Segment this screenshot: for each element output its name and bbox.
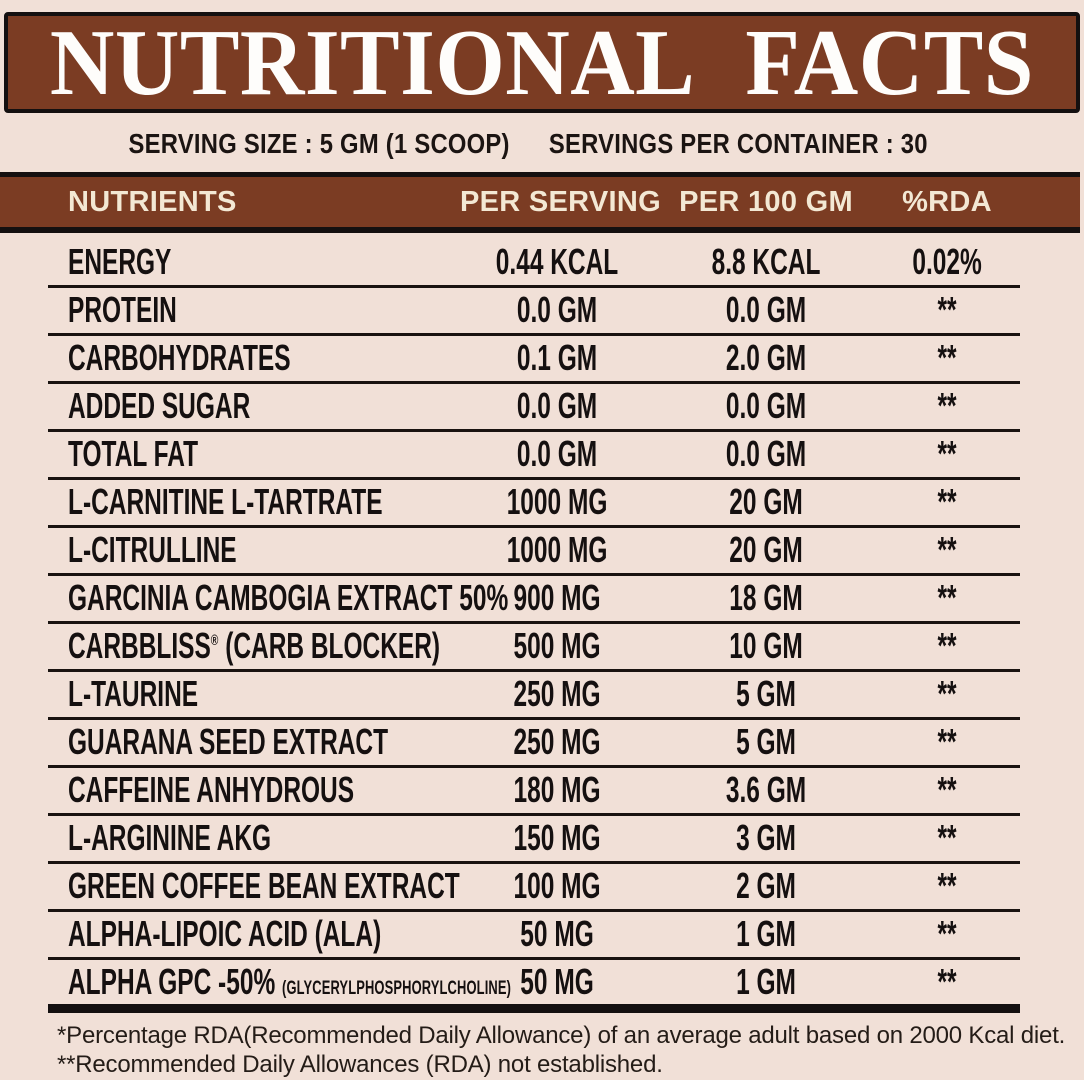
per-serving-value: 50 MG — [520, 961, 595, 1002]
rda-value: ** — [937, 433, 957, 474]
rda-value: ** — [937, 577, 957, 618]
serving-info — [128, 128, 927, 160]
column-header-per-100gm: PER 100 GM — [679, 185, 853, 218]
per-serving-value: 0.44 KCAL — [496, 241, 619, 282]
table-row — [0, 382, 1084, 430]
nutrient-cell — [0, 385, 460, 427]
nutrient-name: CARBOHYDRATES — [68, 337, 291, 378]
rda-value: ** — [937, 481, 957, 522]
per-serving-cell — [460, 721, 655, 763]
per-serving-value: 180 MG — [513, 769, 602, 810]
per-100gm-cell — [655, 577, 877, 619]
per-100gm-value: 5 GM — [736, 721, 796, 762]
nutrient-name: GARCINIA CAMBOGIA EXTRACT 50% — [68, 577, 509, 618]
per-serving-cell — [460, 673, 655, 715]
rda-cell — [877, 241, 1017, 283]
nutrient-cell — [0, 961, 512, 1003]
table-row — [0, 622, 1084, 670]
serving-size-text: SERVING SIZE : 5 GM (1 SCOOP) — [128, 128, 510, 159]
per-100gm-cell — [655, 337, 877, 379]
nutrient-name: ENERGY — [68, 241, 172, 282]
nutrient-cell — [0, 721, 460, 763]
per-serving-value: 250 MG — [513, 673, 602, 714]
per-100gm-value: 20 GM — [729, 481, 803, 522]
rda-cell — [877, 625, 1017, 667]
per-100gm-cell — [655, 961, 877, 1003]
nutrient-name: L-CARNITINE L-TARTRATE — [68, 481, 383, 522]
rda-value: ** — [937, 289, 957, 330]
nutrient-name: L-CITRULLINE — [68, 529, 237, 570]
per-serving-value: 250 MG — [513, 721, 602, 762]
per-serving-cell — [460, 481, 655, 523]
rda-value: ** — [937, 817, 957, 858]
rda-cell — [877, 529, 1017, 571]
rda-value: ** — [937, 769, 957, 810]
per-serving-value: 0.1 GM — [517, 337, 598, 378]
per-100gm-cell — [655, 865, 877, 907]
column-header-nutrients: NUTRIENTS — [68, 185, 237, 218]
nutrient-cell — [0, 865, 460, 907]
rda-value: ** — [937, 721, 957, 762]
per-serving-value: 900 MG — [513, 577, 602, 618]
table-row — [0, 910, 1084, 958]
page-title: NUTRITIONAL FACTS — [49, 10, 1034, 115]
per-serving-cell — [460, 385, 655, 427]
rda-cell — [877, 913, 1017, 955]
table-row — [0, 526, 1084, 574]
table-row — [0, 718, 1084, 766]
rda-cell — [877, 769, 1017, 811]
nutrient-cell — [0, 241, 460, 283]
per-100gm-cell — [655, 385, 877, 427]
rda-value: ** — [937, 529, 957, 570]
rda-value: ** — [937, 961, 957, 1002]
rda-cell — [877, 385, 1017, 427]
per-serving-value: 50 MG — [520, 913, 595, 954]
per-100gm-cell — [655, 481, 877, 523]
rda-cell — [877, 337, 1017, 379]
rda-value: ** — [937, 625, 957, 666]
table-row — [0, 334, 1084, 382]
nutrient-name: TOTAL FAT — [68, 433, 199, 474]
nutrient-name: ALPHA GPC -50% (GLYCERYLPHOSPHORYLCHOLINE) — [68, 961, 512, 1002]
per-serving-value: 500 MG — [513, 625, 602, 666]
nutrient-name: CARBBLISS® (CARB BLOCKER) — [68, 625, 441, 666]
per-100gm-value: 5 GM — [736, 673, 796, 714]
per-serving-cell — [460, 433, 655, 475]
per-100gm-value: 0.0 GM — [725, 289, 807, 330]
nutrient-name: ADDED SUGAR — [68, 385, 251, 426]
nutrient-name: PROTEIN — [68, 289, 177, 330]
per-serving-value: 150 MG — [513, 817, 602, 858]
per-100gm-value: 10 GM — [729, 625, 803, 666]
nutrient-cell — [0, 625, 460, 667]
rda-cell — [877, 289, 1017, 331]
per-100gm-cell — [655, 913, 877, 955]
per-serving-cell — [460, 241, 655, 283]
table-row — [0, 238, 1084, 286]
per-serving-value: 1000 MG — [507, 529, 608, 570]
per-100gm-cell — [655, 289, 877, 331]
nutrient-name: GREEN COFFEE BEAN EXTRACT — [68, 865, 460, 906]
nutrient-cell — [0, 913, 460, 955]
table-row — [0, 478, 1084, 526]
rda-cell — [877, 865, 1017, 907]
per-100gm-cell — [655, 529, 877, 571]
rda-value: 0.02% — [912, 241, 982, 282]
table-row — [0, 286, 1084, 334]
nutrient-cell — [0, 577, 509, 619]
column-header-rda: %RDA — [902, 185, 992, 218]
per-100gm-value: 2 GM — [736, 865, 796, 906]
per-serving-cell — [460, 289, 655, 331]
rda-cell — [877, 961, 1017, 1003]
table-row — [0, 670, 1084, 718]
rda-cell — [877, 673, 1017, 715]
table-row — [0, 766, 1084, 814]
per-100gm-cell — [655, 673, 877, 715]
table-row — [0, 958, 1084, 1006]
rda-value: ** — [937, 673, 957, 714]
nutrient-cell — [0, 337, 460, 379]
nutrient-name: CAFFEINE ANHYDROUS — [68, 769, 355, 810]
per-100gm-cell — [655, 625, 877, 667]
per-100gm-value: 18 GM — [729, 577, 803, 618]
per-100gm-value: 0.0 GM — [725, 433, 807, 474]
bottom-rule — [48, 1004, 1020, 1013]
per-serving-cell — [460, 625, 655, 667]
per-serving-cell — [460, 529, 655, 571]
rda-value: ** — [937, 913, 957, 954]
nutrient-cell — [0, 481, 460, 523]
rda-cell — [877, 481, 1017, 523]
per-serving-value: 1000 MG — [507, 481, 608, 522]
per-serving-cell — [460, 913, 655, 955]
per-serving-value: 0.0 GM — [517, 433, 598, 474]
column-header-per-serving: PER SERVING — [460, 185, 661, 218]
nutrient-cell — [0, 769, 460, 811]
nutrient-cell — [0, 529, 460, 571]
serving-info-strip — [0, 116, 1084, 172]
nutrient-name: L-TAURINE — [68, 673, 199, 714]
per-100gm-value: 8.8 KCAL — [711, 241, 821, 282]
rda-value: ** — [937, 385, 957, 426]
nutrient-cell — [0, 433, 460, 475]
footnotes — [57, 1021, 1065, 1079]
per-100gm-value: 2.0 GM — [725, 337, 807, 378]
per-100gm-cell — [655, 769, 877, 811]
nutrient-name: ALPHA-LIPOIC ACID (ALA) — [68, 913, 382, 954]
per-100gm-value: 0.0 GM — [725, 385, 807, 426]
per-serving-value: 0.0 GM — [517, 385, 598, 426]
footnote-rda-not-established: **Recommended Daily Allowances (RDA) not established. — [57, 1051, 663, 1078]
table-row — [0, 574, 1084, 622]
table-header-row — [0, 172, 1080, 233]
footnote-percentage-rda: *Percentage RDA(Recommended Daily Allowance) of an average adult based on 2000 Kcal diet. — [57, 1022, 1066, 1049]
nutrient-cell — [0, 673, 460, 715]
nutrient-cell — [0, 817, 460, 859]
rda-value: ** — [937, 337, 957, 378]
per-serving-cell — [460, 337, 655, 379]
rda-cell — [877, 577, 1017, 619]
per-100gm-cell — [655, 721, 877, 763]
per-100gm-cell — [655, 433, 877, 475]
nutrient-cell — [0, 289, 460, 331]
rda-value: ** — [937, 865, 957, 906]
per-serving-value: 100 MG — [513, 865, 602, 906]
nutrient-name: GUARANA SEED EXTRACT — [68, 721, 389, 762]
table-row — [0, 814, 1084, 862]
per-100gm-value: 3 GM — [736, 817, 796, 858]
table-row — [0, 862, 1084, 910]
rda-cell — [877, 721, 1017, 763]
per-100gm-value: 1 GM — [736, 913, 796, 954]
per-serving-value: 0.0 GM — [517, 289, 598, 330]
servings-per-container-text: SERVINGS PER CONTAINER : 30 — [548, 128, 928, 159]
per-100gm-value: 3.6 GM — [725, 769, 807, 810]
table-body — [0, 238, 1084, 1006]
table-row — [0, 430, 1084, 478]
per-100gm-value: 1 GM — [736, 961, 796, 1002]
per-serving-cell — [460, 865, 655, 907]
per-serving-cell — [460, 817, 655, 859]
title-banner — [4, 12, 1080, 113]
per-100gm-value: 20 GM — [729, 529, 803, 570]
per-100gm-cell — [655, 817, 877, 859]
nutrient-name: L-ARGININE AKG — [68, 817, 272, 858]
rda-cell — [877, 433, 1017, 475]
per-serving-cell — [460, 769, 655, 811]
rda-cell — [877, 817, 1017, 859]
per-100gm-cell — [655, 241, 877, 283]
